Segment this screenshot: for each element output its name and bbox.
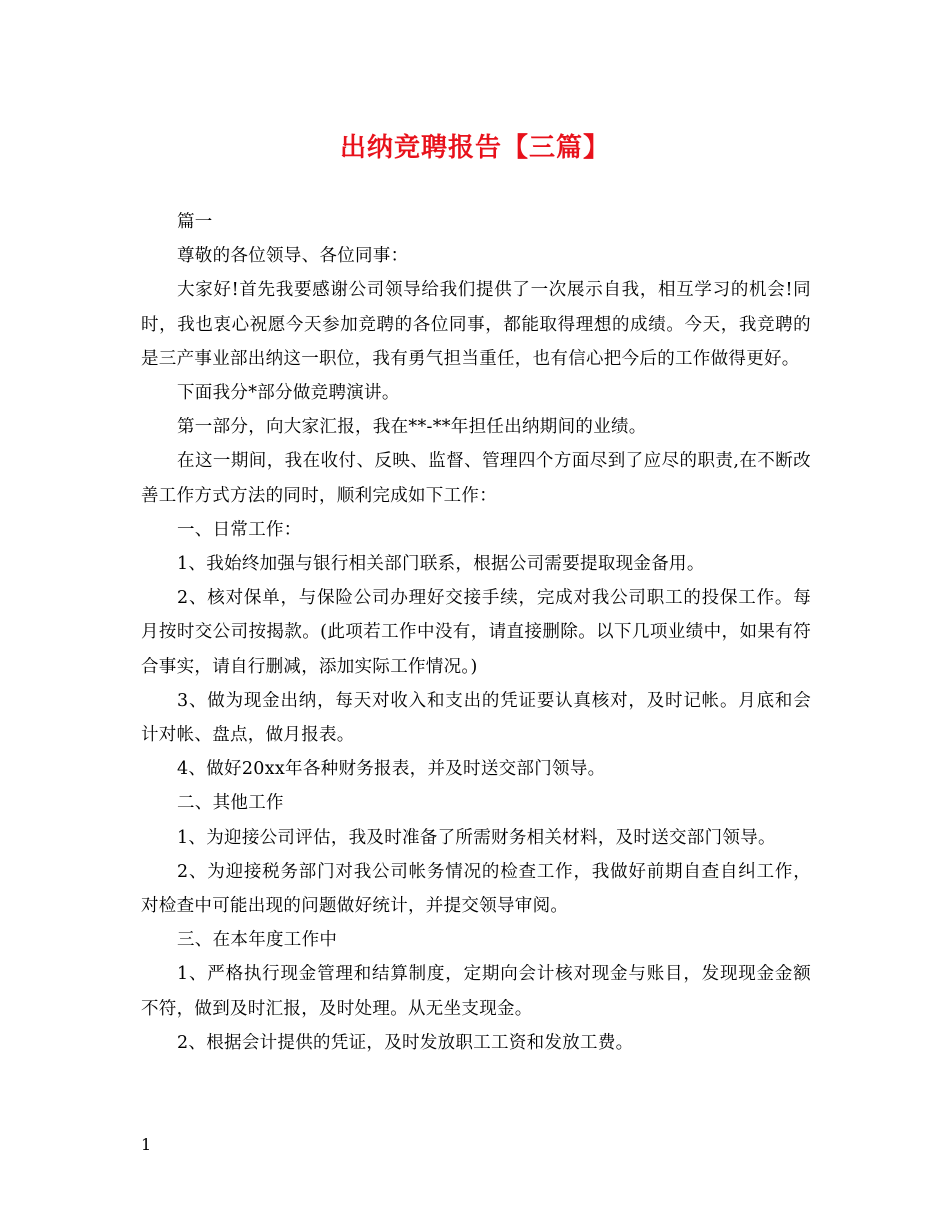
paragraph: 4、做好20xx年各种财务报表，并及时送交部门领导。 [177,759,606,780]
paragraph: 在这一期间，我在收付、反映、监督、管理四个方面尽到了应尽的职责,在不断改善工作方式方法的同时，顺利完成如下工作： [141,451,811,506]
paragraph: 尊敬的各位领导、各位同事： [177,246,409,267]
paragraph: 3、做为现金出纳，每天对收入和支出的凭证要认真核对，及时记帐。月底和会计对帐、盘点，做月报表。 [141,690,811,746]
document-body [141,205,811,1060]
paragraph: 二、其他工作 [177,793,284,814]
paragraph: 2、为迎接税务部门对我公司帐务情况的检查工作，我做好前期自查自纠工作，对检查中可能出现的问题做好统计，并提交领导审阅。 [141,861,811,917]
page-number: 1 [141,1135,152,1154]
document-title: 出纳竞聘报告【三篇】 [339,133,610,163]
paragraph: 大家好!首先我要感谢公司领导给我们提供了一次展示自我，相互学习的机会!同时，我也衷心祝愿今天参加竞聘的各位同事，都能取得理想的成绩。今天，我竞聘的是三产事业部出纳这一职位，我有勇气担当重任，也有信心把今后的工作做得更好。 [141,280,811,369]
paragraph: 2、核对保单，与保险公司办理好交接手续，完成对我公司职工的投保工作。每月按时交公司按揭款。(此项若工作中没有，请直接删除。以下几项业绩中，如果有符合事实，请自行删减，添加实际工作情况。) [141,588,811,677]
paragraph: 第一部分，向大家汇报，我在**-**年担任出纳期间的业绩。 [177,417,647,438]
paragraph: 篇一 [177,212,213,232]
paragraph: 下面我分*部分做竞聘演讲。 [177,383,400,404]
paragraph: 1、严格执行现金管理和结算制度，定期向会计核对现金与账目，发现现金金额不符，做到及时汇报，及时处理。从无坐支现金。 [141,964,811,1019]
paragraph: 1、我始终加强与银行相关部门联系，根据公司需要提取现金备用。 [177,554,705,575]
paragraph: 三、在本年度工作中 [177,930,338,951]
paragraph: 一、日常工作： [177,519,302,540]
paragraph: 1、为迎接公司评估，我及时准备了所需财务相关材料，及时送交部门领导。 [177,827,776,848]
paragraph: 2、根据会计提供的凭证，及时发放职工工资和发放工费。 [177,1032,634,1053]
